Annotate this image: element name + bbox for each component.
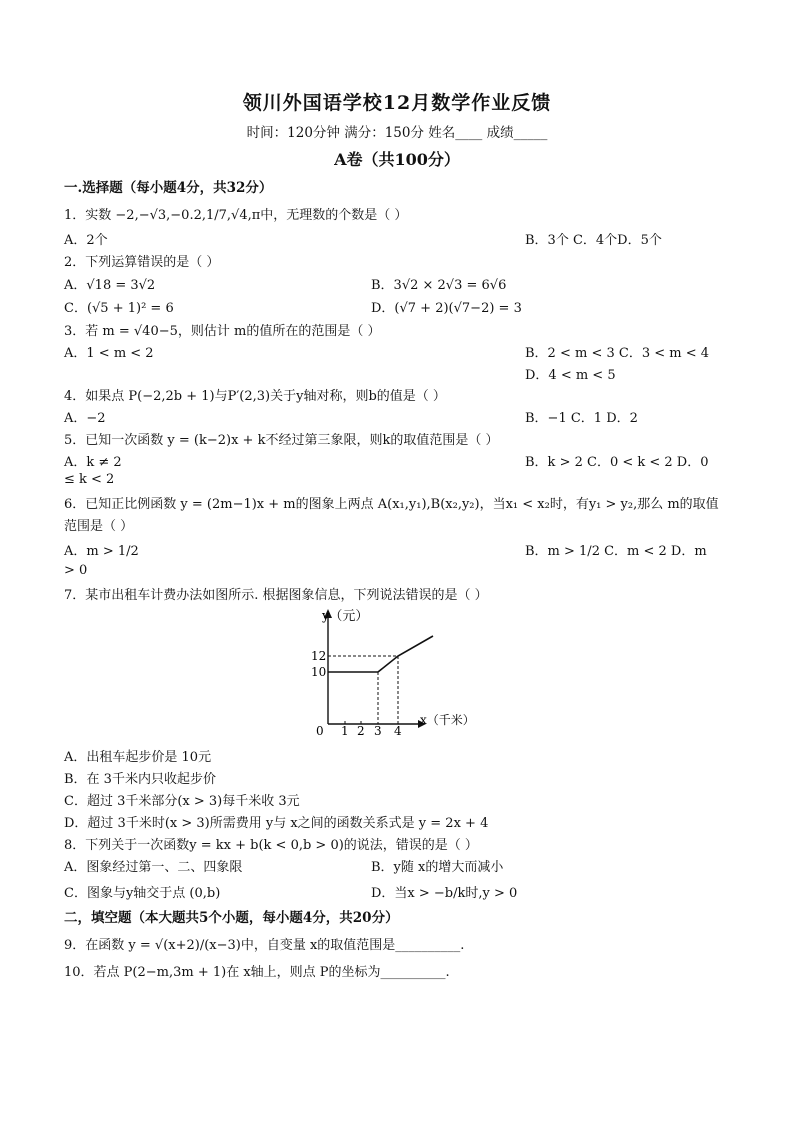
taxi-fare-svg [300, 604, 475, 740]
x-tick-label-3: 3 [374, 724, 382, 738]
x-tick-label-2: 2 [357, 724, 365, 738]
question-5-option-d-continued: ≤ k < 2 [64, 472, 115, 487]
question-2-stem: 2．下列运算错误的是（ ） [64, 255, 220, 270]
question-7-option-a: A．出租车起步价是 10元 [64, 750, 212, 765]
section2-heading: 二，填空题（本大题共5个小题，每小题4分，共20分） [64, 910, 399, 926]
question-1-stem: 1．实数 −2,−√3,−0.2,1/7,√4,π中，无理数的个数是（ ） [64, 208, 408, 223]
section1-heading: 一.选择题（每小题4分，共32分） [64, 180, 273, 196]
question-8-stem: 8．下列关于一次函数y = kx + b(k < 0,b > 0)的说法，错误的是（ ） [64, 838, 478, 853]
x-tick-label-0: 0 [316, 724, 324, 738]
fare-line [328, 636, 433, 672]
question-9: 9．在函数 y = √(x+2)/(x−3)中，自变量 x的取值范围是__________. [64, 938, 465, 953]
question-8-option-a: A．图象经过第一、二、四象限 [64, 860, 243, 875]
question-7-option-d: D．超过 3千米时(x > 3)所需费用 y与 x之间的函数关系式是 y = 2x + 4 [64, 816, 489, 831]
question-6-stem-line2: 范围是（ ） [64, 519, 134, 534]
x-tick-label-4: 4 [394, 724, 402, 738]
page-title: 领川外国语学校12月数学作业反馈 [242, 92, 552, 114]
question-8-option-d: D．当x > −b/k时,y > 0 [371, 886, 518, 901]
question-5-options-bcd: B．k > 2 C．0 < k < 2 D．0 [525, 455, 709, 470]
question-6-options-bcd: B．m > 1/2 C．m < 2 D．m [525, 544, 707, 559]
question-6-option-a: A．m > 1/2 [64, 544, 139, 559]
question-4-options-bcd: B．−1 C．1 D．2 [525, 411, 638, 426]
question-7-stem: 7．某市出租车计费办法如图所示. 根据图象信息，下列说法错误的是（ ） [64, 588, 488, 603]
question-5-stem: 5．已知一次函数 y = (k−2)x + k不经过第三象限，则k的取值范围是（ ） [64, 433, 499, 448]
exam-info-line: 时间：120分钟 满分：150分 姓名____ 成绩_____ [246, 125, 548, 141]
question-2-option-c: C．(√5 + 1)² = 6 [64, 301, 174, 316]
question-4-stem: 4．如果点 P(−2,2b + 1)与P′(2,3)关于y轴对称，则b的值是（ ） [64, 389, 446, 404]
question-1-options-bcd: B．3个 C．4个D．5个 [525, 233, 662, 248]
y-tick-12: 12 [311, 649, 327, 663]
part-a-heading: A卷（共100分） [334, 150, 460, 169]
question-3-options-bc: B．2 < m < 3 C．3 < m < 4 [525, 346, 709, 361]
x-axis-label: x（千米） [420, 713, 475, 727]
question-2-option-b: B．3√2 × 2√3 = 6√6 [371, 278, 507, 293]
question-7-option-b: B．在 3千米内只收起步价 [64, 772, 216, 787]
y-tick-10: 10 [311, 665, 327, 679]
question-6-option-d-continued: > 0 [64, 563, 88, 578]
question-1-option-a: A．2个 [64, 233, 108, 248]
question-7-option-c: C．超过 3千米部分(x > 3)每千米收 3元 [64, 794, 300, 809]
question-8-option-b: B．y随 x的增大而减小 [371, 860, 504, 875]
question-3-option-d: D．4 < m < 5 [525, 368, 616, 383]
question-4-option-a: A．−2 [64, 411, 106, 426]
taxi-fare-graph [300, 604, 475, 740]
question-2-option-a: A．√18 = 3√2 [64, 278, 156, 293]
question-3-option-a: A．1 < m < 2 [64, 346, 154, 361]
question-5-option-a: A．k ≠ 2 [64, 455, 122, 470]
question-3-stem: 3．若 m = √40−5，则估计 m的值所在的范围是（ ） [64, 324, 381, 339]
x-tick-label-1: 1 [341, 724, 349, 738]
question-8-option-c: C．图象与y轴交于点 (0,b) [64, 886, 221, 901]
question-10: 10．若点 P(2−m,3m + 1)在 x轴上，则点 P的坐标为__________. [64, 965, 450, 980]
question-2-option-d: D．(√7 + 2)(√7−2) = 3 [371, 301, 522, 316]
y-axis-label: y（元） [322, 609, 369, 624]
question-6-stem-line1: 6．已知正比例函数 y = (2m−1)x + m的图象上两点 A(x₁,y₁),B(x₂,y₂)，当x₁ < x₂时，有y₁ > y₂,那么 m的取值 [64, 497, 719, 512]
